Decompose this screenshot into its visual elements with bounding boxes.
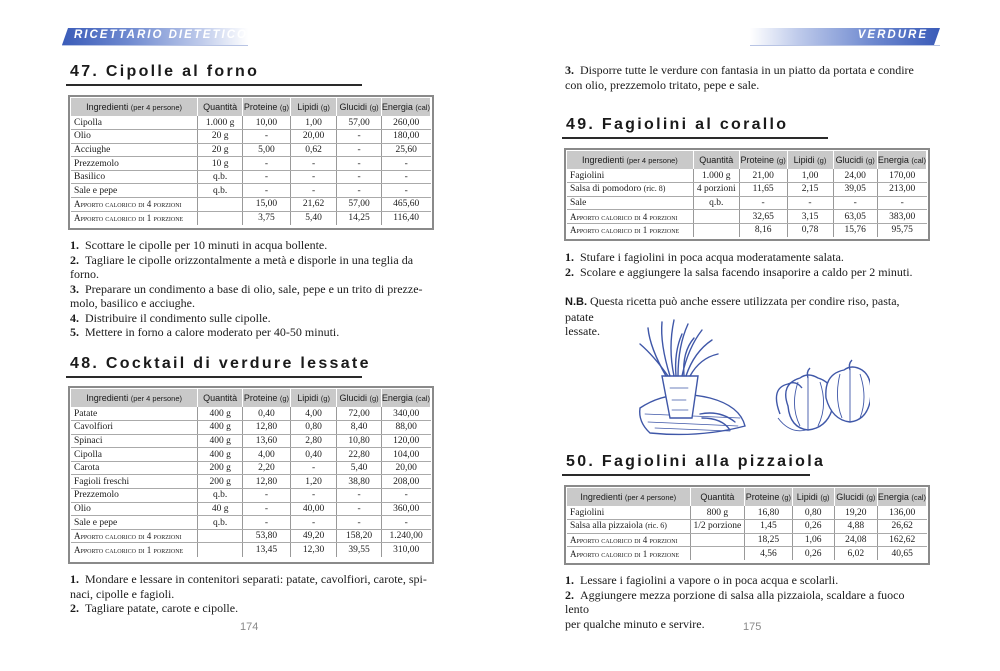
value-cell: 63,05 [833,210,877,224]
recipe-name: Fagiolini al corallo [601,116,789,133]
ingredient-cell: Prezzemolo [71,489,198,503]
value-cell: 15,76 [833,223,877,237]
table-header-row [71,98,431,116]
value-cell: q.b. [198,184,243,198]
recipe-48-title [70,355,371,373]
value-cell: 26,62 [877,520,926,534]
value-cell: 162,62 [877,533,926,547]
ingredient-cell: Basilico [71,170,198,184]
instructions-49 [565,250,931,279]
value-cell: 21,62 [290,198,336,212]
value-cell: 10,00 [243,116,291,130]
column-header: Lipidi (g) [787,151,833,169]
column-header: Glucidi (g) [833,151,877,169]
value-cell: 1,06 [792,533,834,547]
value-cell [198,529,243,543]
value-cell: q.b. [693,196,739,210]
recipe-name: Fagiolini alla pizzaiola [601,453,826,470]
column-header: Glucidi (g) [834,488,877,506]
instructions-48-part1 [70,572,436,616]
table-row [71,516,431,530]
value-cell [198,211,243,225]
value-cell: 2,80 [290,434,336,448]
table-row [567,169,927,183]
value-cell: 13,45 [243,543,291,557]
table-row [71,529,431,543]
ingredient-cell: Patate [71,407,198,421]
table-row [71,198,431,212]
value-cell: 22,80 [337,448,381,462]
note-label: N.B. [565,296,587,308]
ingredient-cell: Cavolfiori [71,421,198,435]
value-cell: 57,00 [337,116,381,130]
value-cell: - [381,489,430,503]
instruction-step: 2. Tagliare le cipolle orizzontalmente a metà e disporle in una teglia da forno. [70,252,414,281]
value-cell: 400 g [198,448,243,462]
value-cell: 158,20 [337,529,381,543]
value-cell: 260,00 [381,116,430,130]
instruction-step: 4. Distribuire il condimento sulle cipolle. [70,310,271,325]
value-cell: 24,08 [834,533,877,547]
table-row [71,448,431,462]
ingredient-cell: Sale [567,196,693,210]
value-cell: 383,00 [877,210,926,224]
value-cell: 15,00 [243,198,291,212]
ingredient-cell: Apporto calorico di 1 porzione [567,223,693,237]
value-cell: - [243,502,291,516]
ingredient-cell: Prezzemolo [71,157,198,171]
value-cell: 120,00 [381,434,430,448]
value-cell: - [381,516,430,530]
ingredient-cell: Salsa di pomodoro (ric. 8) [567,183,693,197]
column-header: Energia (cal) [381,98,430,116]
value-cell: 0,40 [243,407,291,421]
value-cell: 12,80 [243,475,291,489]
instruction-step: 2. Tagliare patate, carote e cipolle. [70,601,239,615]
value-cell: 13,60 [243,434,291,448]
value-cell: - [243,489,291,503]
value-cell: - [739,196,787,210]
ingredient-cell: Fagiolini [567,506,690,520]
nutrition-table-48 [71,389,431,557]
running-header-right: VERDURE [857,29,928,41]
value-cell: - [243,130,291,144]
instruction-step: 5. Mettere in forno a calore moderato per 40-50 minuti. [70,325,340,339]
value-cell: 40,65 [891,548,913,559]
nutrition-table-49 [567,151,927,237]
value-cell: 40 g [198,502,243,516]
recipe-name: Cipolle al forno [105,63,260,80]
instruction-step: 2. Scolare e aggiungere la salsa facendo insaporire a caldo per 2 minuti. [565,264,913,279]
column-header: Glucidi (g) [337,98,381,116]
nutrition-table-50 [567,488,927,560]
instruction-step: per qualche minuto e servire. [565,616,705,631]
recipe-number: 50. [566,453,596,470]
value-cell: 0,26 [792,547,834,561]
ingredient-cell: Apporto calorico di 1 porzione [567,547,690,561]
value-cell: 2,15 [787,183,833,197]
value-cell: 10,80 [337,434,381,448]
value-cell: 5,40 [290,211,336,225]
value-cell: 14,25 [337,211,381,225]
column-header: Ingredienti (per 4 persone) [567,151,693,169]
value-cell: - [243,157,291,171]
value-cell: - [381,170,430,184]
ingredient-cell: Sale e pepe [71,516,198,530]
value-cell: 6,02 [834,547,877,561]
value-cell: 213,00 [877,183,926,197]
value-cell: 12,30 [290,543,336,557]
recipe-number: 47. [70,63,100,80]
recipe-50-title [566,453,825,471]
value-cell: 1,20 [290,475,336,489]
ingredient-cell: Fagioli freschi [71,475,198,489]
value-cell: 170,00 [877,169,926,183]
instruction-step: con olio, prezzemolo tritato, pepe e sale. [565,77,760,92]
value-cell: 1/2 porzione [690,520,745,534]
table-row [71,170,431,184]
ingredient-cell: Apporto calorico di 4 porzioni [567,533,690,547]
column-header: Quantità [198,389,243,407]
table-row [71,211,431,225]
value-cell: 4,00 [290,407,336,421]
column-header: Lipidi (g) [792,488,834,506]
value-cell: 88,00 [381,421,430,435]
ingredient-cell: Cipolla [71,448,198,462]
value-cell [198,543,243,557]
value-cell: 49,20 [290,529,336,543]
value-cell: 1.000 g [198,116,243,130]
recipe-number: 49. [566,116,596,133]
ingredient-cell: Apporto calorico di 4 porzioni [71,198,198,212]
value-cell: - [833,196,877,210]
instructions-48-part2 [565,63,931,92]
value-cell: 200 g [198,461,243,475]
value-cell: - [337,184,381,198]
value-cell: 4,56 [745,547,792,561]
column-header: Ingredienti (per 4 persone) [567,488,690,506]
value-cell: 3,15 [787,210,833,224]
table-row [71,143,431,157]
table-row [71,130,431,144]
instruction-step: 1. Mondare e lessare in contenitori separati: patate, cavolfiori, carote, spi- [70,572,427,586]
table-header-row [567,151,927,169]
value-cell: 24,00 [833,169,877,183]
ingredient-cell: Cipolla [71,116,198,130]
value-cell: 180,00 [381,130,430,144]
column-header: Energia (cal) [877,488,926,506]
value-cell: 20,00 [290,130,336,144]
table-header-row [71,389,431,407]
instruction-step: 2. Aggiungere mezza porzione di salsa alla pizzaiola, scaldare a fuoco lento [565,587,905,616]
value-cell: - [243,170,291,184]
column-header: Quantità [198,98,243,116]
column-header: Proteine (g) [243,98,291,116]
ingredient-cell: Sale e pepe [71,184,198,198]
value-cell: 1,00 [787,169,833,183]
value-cell: 32,65 [739,210,787,224]
table-row [71,434,431,448]
column-header: Ingredienti (per 4 persone) [71,98,198,116]
value-cell [198,198,243,212]
value-cell: 136,00 [877,506,926,520]
value-cell: - [877,196,926,210]
value-cell: 12,80 [243,421,291,435]
table-row [567,533,927,547]
value-cell: 0,80 [290,421,336,435]
value-cell: 208,00 [381,475,430,489]
value-cell: 116,40 [393,213,420,224]
value-cell: - [337,157,381,171]
value-cell: 39,55 [337,543,381,557]
table-row [71,475,431,489]
recipe-name: Cocktail di verdure lessate [105,355,371,372]
value-cell: 0,62 [290,143,336,157]
table-row [567,547,927,561]
value-cell: 1,45 [745,520,792,534]
value-cell: 16,80 [745,506,792,520]
value-cell: 4,00 [243,448,291,462]
value-cell: - [243,516,291,530]
table-row [71,461,431,475]
section-banner-left [62,28,248,45]
value-cell: - [290,489,336,503]
value-cell: 20 g [198,143,243,157]
column-header: Ingredienti (per 4 persone) [71,389,198,407]
table-row [71,184,431,198]
ingredient-cell: Acciughe [71,143,198,157]
value-cell: - [381,157,430,171]
table-header-row [567,488,927,506]
value-cell: 0,26 [792,520,834,534]
instructions-47 [70,238,436,340]
table-row [71,502,431,516]
value-cell: 340,00 [381,407,430,421]
value-cell: 800 g [690,506,745,520]
note-text-cont: lessate. [565,324,600,338]
ingredient-cell: Apporto calorico di 4 porzioni [567,210,693,224]
value-cell: - [337,502,381,516]
value-cell: 5,40 [337,461,381,475]
value-cell: - [787,196,833,210]
column-header: Proteine (g) [243,389,291,407]
value-cell: - [381,184,430,198]
table-row [71,421,431,435]
page-number-right: 175 [743,621,762,633]
column-header: Quantità [690,488,745,506]
value-cell: 0,40 [290,448,336,462]
green-beans-vase-drawing [640,320,745,434]
value-cell: 400 g [198,421,243,435]
value-cell: 53,80 [243,529,291,543]
table-row [567,223,927,237]
value-cell: - [243,184,291,198]
value-cell: - [290,461,336,475]
value-cell: 465,60 [381,198,430,212]
value-cell: - [337,516,381,530]
ingredient-cell: Carota [71,461,198,475]
value-cell: 95,75 [891,225,913,236]
table-row [567,520,927,534]
ingredient-cell: Apporto calorico di 1 porzione [71,211,198,225]
value-cell: 20 g [198,130,243,144]
table-row [71,489,431,503]
instruction-step: molo, basilico e acciughe. [70,296,195,310]
table-row [71,543,431,557]
value-cell: - [290,170,336,184]
ingredient-cell: Olio [71,130,198,144]
section-banner-right [750,28,940,45]
vegetables-illustration [630,318,870,443]
column-header: Proteine (g) [745,488,792,506]
value-cell: - [290,184,336,198]
value-cell: 4,88 [834,520,877,534]
title-underline [562,137,828,139]
recipe-49-title [566,116,788,134]
title-underline [66,84,362,86]
value-cell: 1,00 [290,116,336,130]
value-cell: - [290,516,336,530]
column-header: Lipidi (g) [290,389,336,407]
value-cell: - [337,170,381,184]
value-cell: 72,00 [337,407,381,421]
ingredient-cell: Salsa alla pizzaiola (ric. 6) [567,520,690,534]
value-cell: q.b. [198,516,243,530]
value-cell [693,223,739,237]
value-cell: - [337,489,381,503]
ingredient-cell: Spinaci [71,434,198,448]
ingredient-cell: Olio [71,502,198,516]
value-cell: 1.000 g [693,169,739,183]
value-cell: 11,65 [739,183,787,197]
title-underline [66,376,362,378]
onions-drawing [776,360,870,431]
value-cell [690,533,745,547]
column-header: Glucidi (g) [337,389,381,407]
value-cell: 360,00 [381,502,430,516]
ingredient-cell: Fagiolini [567,169,693,183]
column-header: Proteine (g) [739,151,787,169]
value-cell: 8,40 [337,421,381,435]
instruction-step: 3. Preparare un condimento a base di olio, sale, pepe e un trito di prezze- [70,281,423,296]
value-cell: 20,00 [381,461,430,475]
page-number-left: 174 [240,621,259,633]
instruction-step: 1. Scottare le cipolle per 10 minuti in acqua bollente. [70,238,328,252]
running-header-left: RICETTARIO DIETETICO [74,29,248,41]
value-cell: 400 g [198,434,243,448]
value-cell: 5,00 [243,143,291,157]
value-cell [693,210,739,224]
table-row [567,183,927,197]
table-row [71,157,431,171]
nutrition-table-47 [71,98,431,225]
value-cell: 21,00 [739,169,787,183]
value-cell: 310,00 [393,544,420,555]
value-cell: 18,25 [745,533,792,547]
value-cell: 8,16 [739,223,787,237]
right-page [500,0,1000,671]
value-cell: 400 g [198,407,243,421]
value-cell: 104,00 [381,448,430,462]
value-cell: 39,05 [833,183,877,197]
column-header: Energia (cal) [877,151,926,169]
value-cell: q.b. [198,170,243,184]
column-header: Lipidi (g) [290,98,336,116]
value-cell: 25,60 [381,143,430,157]
instruction-step: naci, cipolle e fagioli. [70,586,175,601]
title-underline [562,474,810,476]
table-row [567,506,927,520]
value-cell: - [290,157,336,171]
recipe-number: 48. [70,355,100,372]
value-cell: 1.240,00 [381,529,430,543]
value-cell: 38,80 [337,475,381,489]
value-cell: - [337,130,381,144]
column-header: Quantità [693,151,739,169]
value-cell: 19,20 [834,506,877,520]
value-cell: q.b. [198,489,243,503]
value-cell [690,547,745,561]
ingredient-cell: Apporto calorico di 1 porzione [71,543,198,557]
instruction-step: 1. Lessare i fagiolini a vapore o in poca acqua e scolarli. [565,573,839,587]
value-cell: 0,78 [787,223,833,237]
table-row [71,116,431,130]
instruction-step: 3. Disporre tutte le verdure con fantasia in un piatto da portata e condire [565,63,914,77]
table-row [567,196,927,210]
instruction-step: 1. Stufare i fagiolini in poca acqua moderatamente salata. [565,250,844,264]
value-cell: 2,20 [243,461,291,475]
value-cell: 0,80 [792,506,834,520]
table-row [567,210,927,224]
value-cell: 200 g [198,475,243,489]
column-header: Energia (cal) [381,389,430,407]
ingredient-cell: Apporto calorico di 4 porzioni [71,529,198,543]
value-cell: 4 porzioni [693,183,739,197]
value-cell: 3,75 [243,211,291,225]
value-cell: 40,00 [290,502,336,516]
table-row [71,407,431,421]
value-cell: 57,00 [337,198,381,212]
value-cell: - [337,143,381,157]
note-text: Questa ricetta può anche essere utilizzata per condire riso, pasta, patate [565,294,900,324]
value-cell: 10 g [198,157,243,171]
recipe-47-title [70,63,259,81]
